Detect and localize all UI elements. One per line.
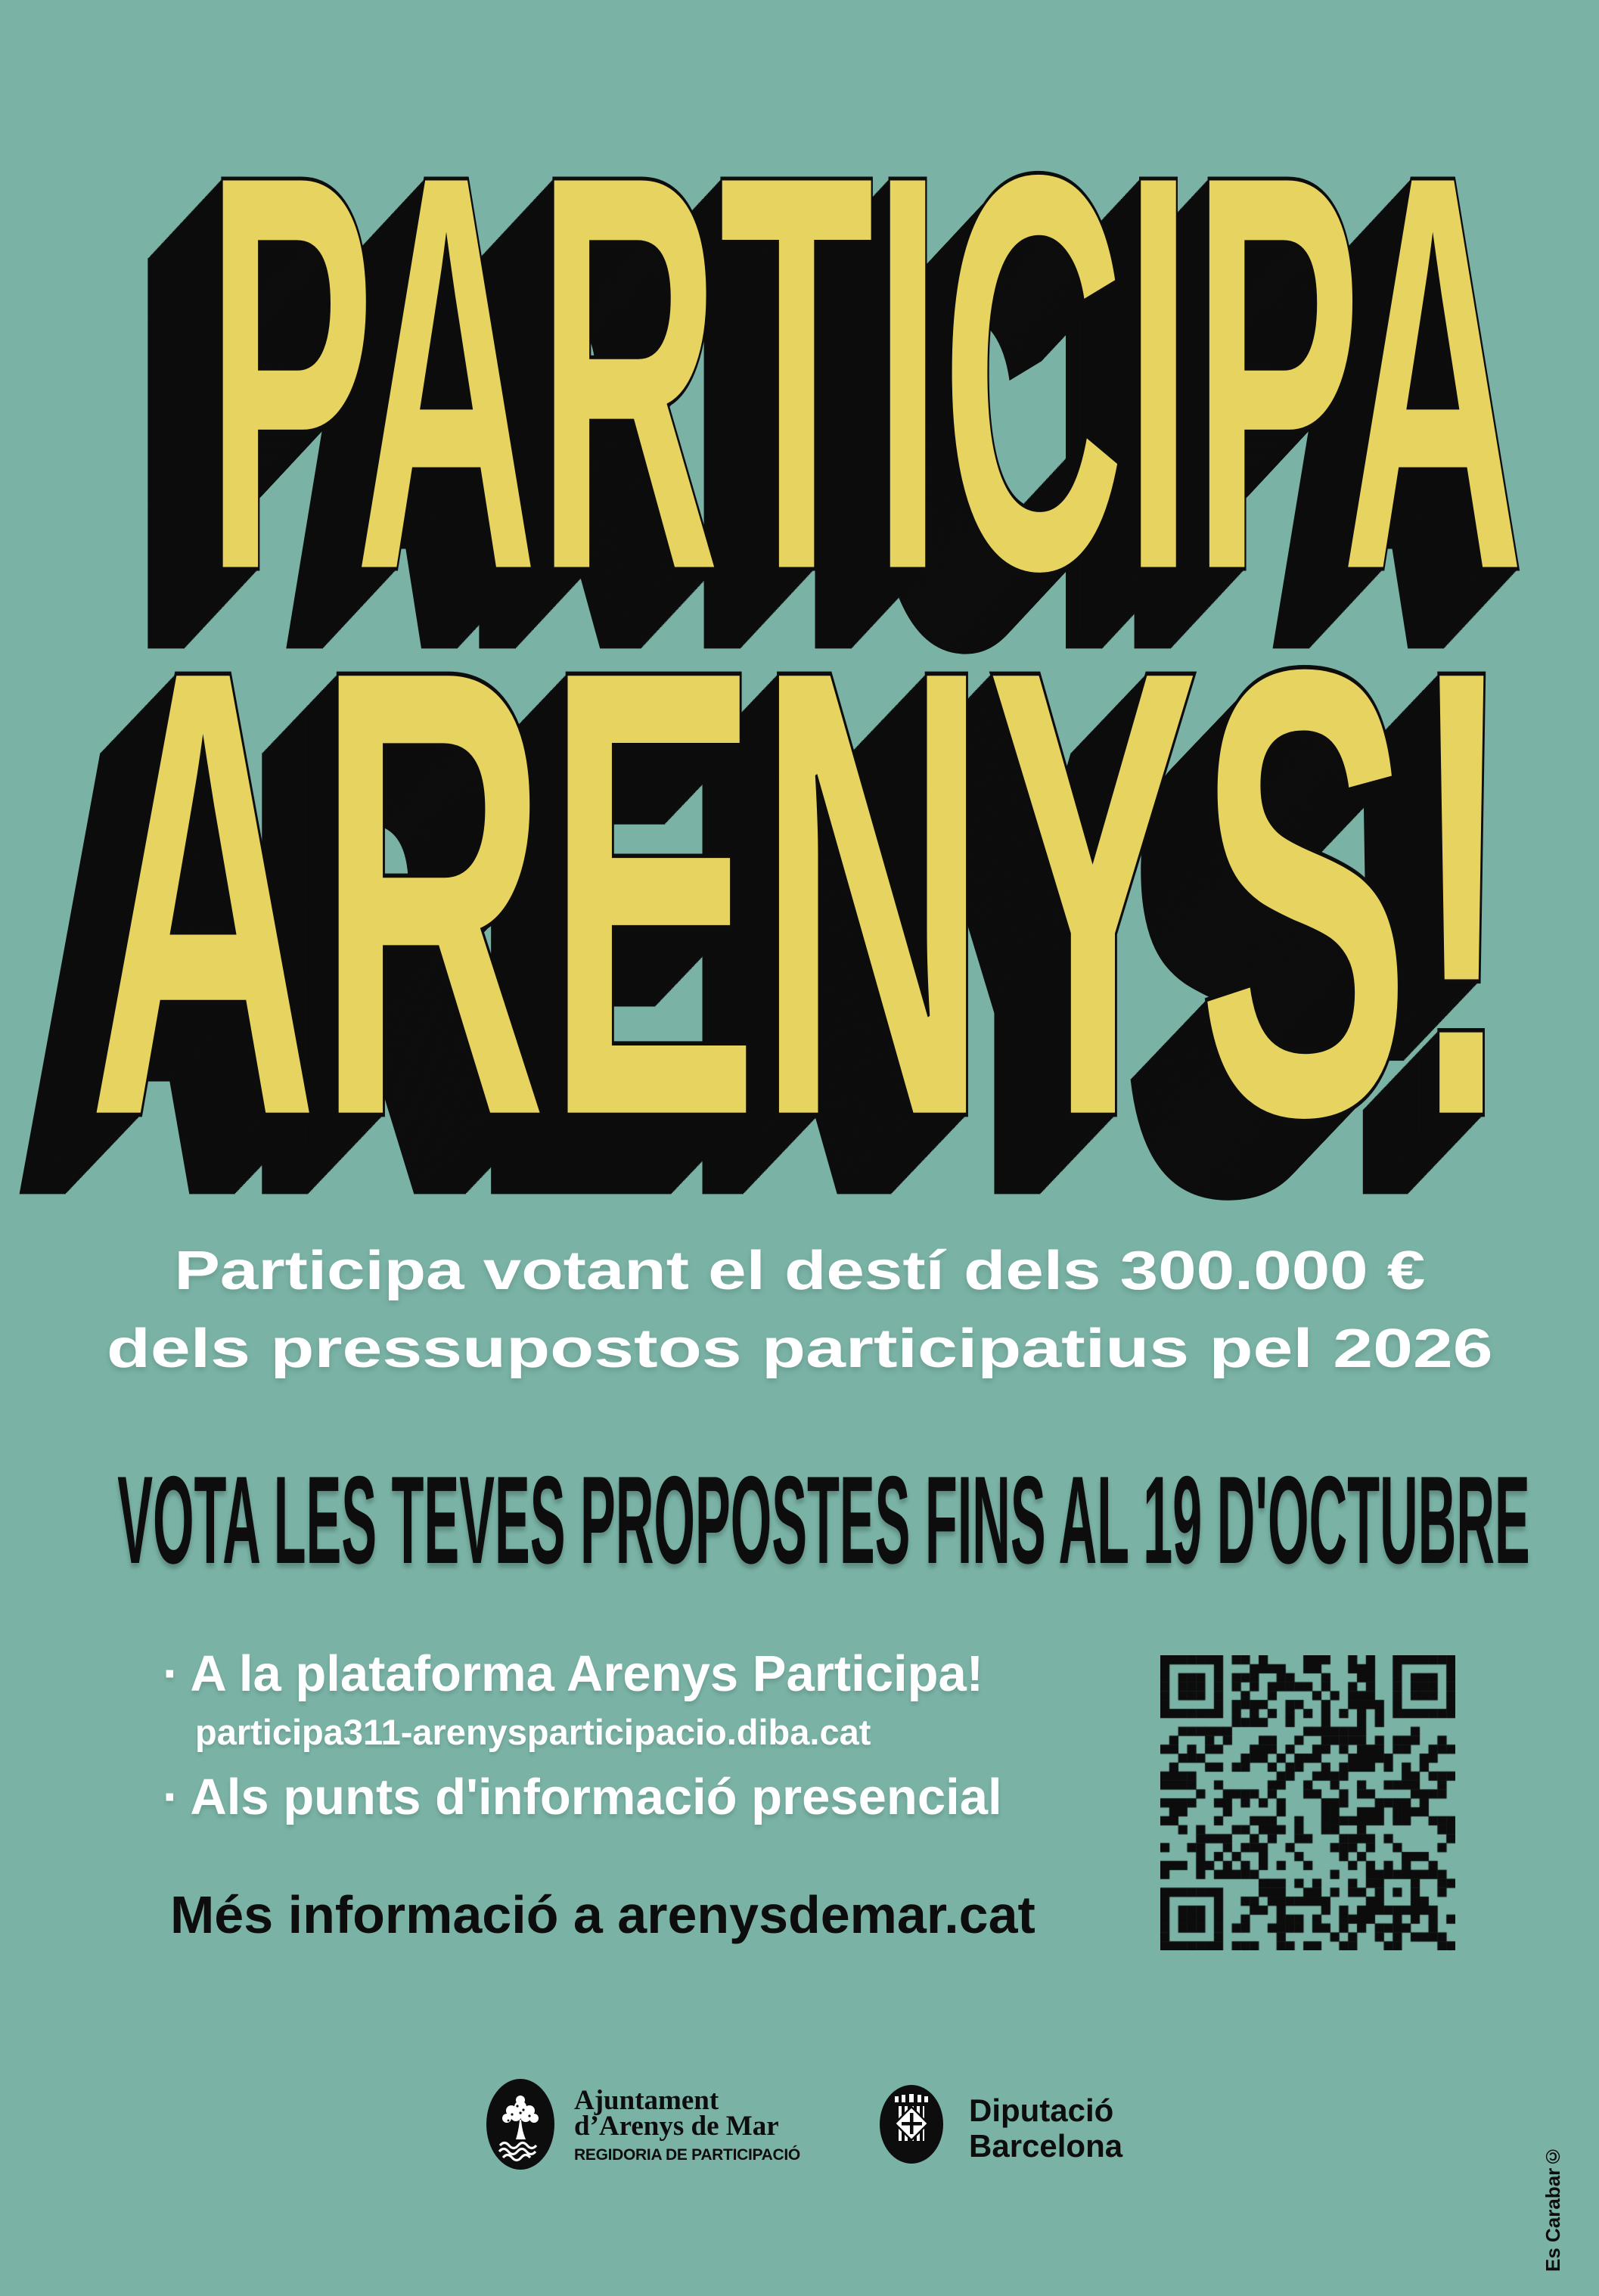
bullet-info-points <box>163 1769 1002 1825</box>
subtitle-line-1: Participa votant el destí dels 300.000 € <box>174 1241 1425 1301</box>
bullet-dot: · <box>163 1645 180 1702</box>
more-info-line: Més informació a arenysdemar.cat <box>170 1885 1035 1944</box>
ajuntament-name-line2: d’Arenys de Mar <box>574 2111 779 2142</box>
title-line-participa: PARTICIPA <box>204 55 1523 689</box>
diputacio-logo-group <box>880 2085 1122 2164</box>
diputacio-name-line1: Diputació <box>969 2092 1114 2128</box>
diputacio-crest-icon <box>880 2085 943 2164</box>
deadline-headline: VOTA LES TEVES PROPOSTES FINS AL 19 D'OCTUBRE <box>117 1450 1530 1589</box>
qr-code-icon <box>1160 1655 1455 1950</box>
ajuntament-logo-group <box>486 2079 800 2170</box>
ajuntament-crest-icon <box>486 2079 554 2170</box>
bullet-dot: · <box>163 1769 180 1825</box>
bullet-info-points-label: Als punts d'informació presencial <box>190 1769 1002 1825</box>
subtitle-line-2: dels pressupostos participatius pel 2026 <box>106 1319 1493 1379</box>
ajuntament-name-line1: Ajuntament <box>574 2085 719 2116</box>
platform-url: participa311-arenysparticipacio.diba.cat <box>195 1712 871 1752</box>
title-line-arenys: ARENYS! <box>86 534 1513 1251</box>
diputacio-name-line2: Barcelona <box>969 2128 1123 2164</box>
bullet-platform-label: A la plataforma Arenys Participa! <box>190 1645 984 1702</box>
ajuntament-department: REGIDORIA DE PARTICIPACIÓ <box>574 2146 800 2164</box>
bullet-platform <box>163 1646 983 1702</box>
credit-vertical: Es Carabar© <box>1542 2145 1564 2272</box>
